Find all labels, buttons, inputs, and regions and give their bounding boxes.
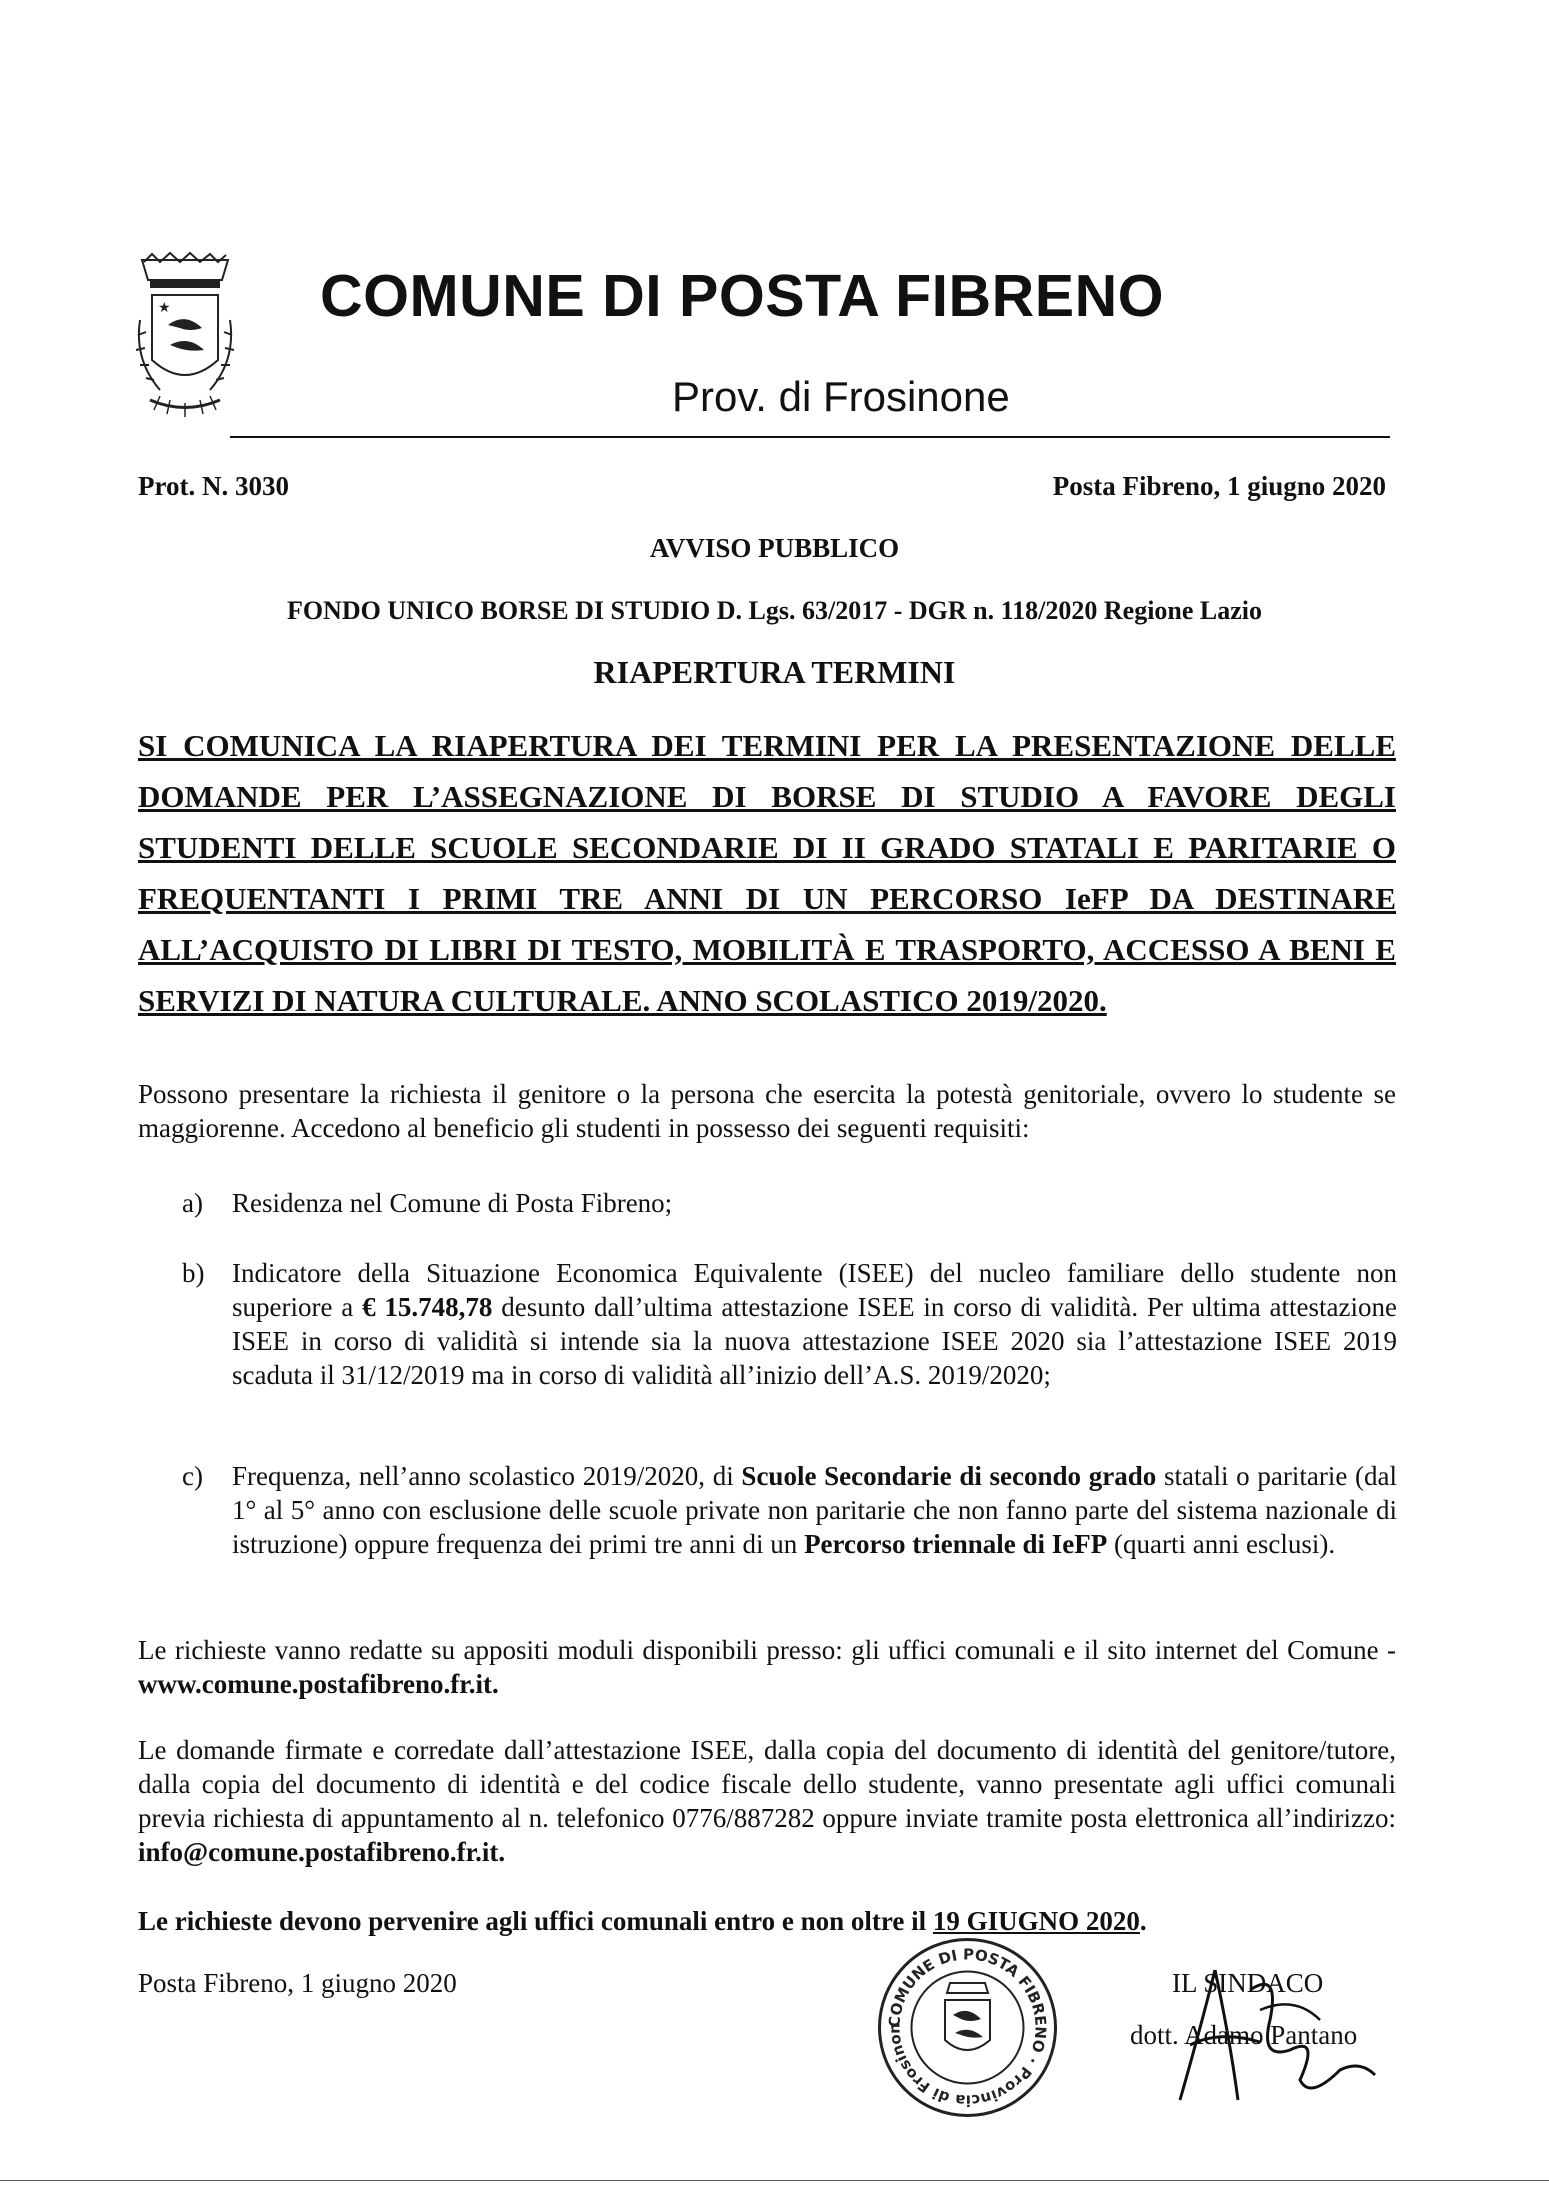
requirement-text-part: Indicatore della Situazione Economica Equivalente (ISEE) del nucleo familiare dello studente non superiore a bbox=[232, 1258, 1397, 1322]
requirement-text-part: desunto dall’ultima attestazione ISEE in corso di validità. Per ultima attestazione ISEE in corso di validità si intende sia la nuova attestazione ISEE 2020 sia l’attestazione ISEE 2019 scaduta il 31/12/2019 ma in corso di validità all’inizio dell’A.S. 2019/2020; bbox=[232, 1292, 1397, 1390]
announcement-text: SI COMUNICA LA RIAPERTURA DEI TERMINI PER LA PRESENTAZIONE DELLE DOMANDE PER L’ASSEGNAZIONE DI BORSE DI STUDIO A FAVORE DEGLI STUDENTI DELLE SCUOLE SECONDARIE DI II GRADO STATALI E PARITARIE O FREQUENTANTI I PRIMI TRE ANNI DI UN PERCORSO IeFP DA DESTINARE ALL’ACQUISTO DI LIBRI DI TESTO, MOBILITÀ E TRASPORTO, ACCESSO A BENI E SERVIZI DI NATURA CULTURALE. ANNO SCOLASTICO 2019/2020. bbox=[138, 728, 1396, 1018]
province-subtitle: Prov. di Frosinone bbox=[672, 373, 1010, 420]
deadline-date: 19 GIUGNO 2020 bbox=[932, 1906, 1140, 1936]
list-marker: c) bbox=[182, 1461, 203, 1491]
document-date: Posta Fibreno, 1 giugno 2020 bbox=[1052, 471, 1386, 501]
deadline-text: Le richieste devono pervenire agli uffici comunali entro e non oltre il bbox=[138, 1906, 933, 1936]
requirement-text bbox=[232, 1459, 1397, 1561]
header-divider bbox=[230, 436, 1390, 438]
iefp-course: Percorso triennale di IeFP bbox=[804, 1529, 1108, 1559]
signer-name: dott. Adamo Pantano bbox=[1130, 2020, 1358, 2050]
svg-text:★: ★ bbox=[158, 300, 171, 316]
deadline-end: . bbox=[1139, 1906, 1147, 1936]
requirement-text-part: (quarti anni esclusi). bbox=[1107, 1529, 1336, 1559]
intro-paragraph: Possono presentare la richiesta il genitore o la persona che esercita la potestà genitoriale, ovvero lo studente se maggiorenne. Accedono al beneficio gli studenti in possesso dei seguenti requisiti: bbox=[138, 1079, 1396, 1143]
deadline-notice bbox=[138, 1906, 1396, 1937]
official-stamp-icon bbox=[875, 1935, 1060, 2120]
submission-text: Le domande firmate e corredate dall’attestazione ISEE, dalla copia del documento di identità del genitore/tutore, dalla copia del documento di identità e del codice fiscale dello studente, vanno presentate agli uffici comunali previa richiesta di appuntamento al n. telefonico 0776/887282 oppure inviate tramite posta elettronica all’indirizzo: bbox=[138, 1735, 1396, 1833]
forms-paragraph bbox=[138, 1633, 1396, 1701]
requirement-c bbox=[182, 1459, 1397, 1561]
protocol-number: Prot. N. 3030 bbox=[138, 471, 289, 501]
mayor-title: IL SINDACO bbox=[1172, 1968, 1324, 1998]
requirement-b bbox=[182, 1256, 1397, 1392]
email-link[interactable]: info@comune.postafibreno.fr.it. bbox=[138, 1837, 506, 1867]
website-link[interactable]: www.comune.postafibreno.fr.it. bbox=[138, 1669, 499, 1699]
fund-title: FONDO UNICO BORSE DI STUDIO D. Lgs. 63/2017 - DGR n. 118/2020 Regione Lazio bbox=[286, 596, 1263, 625]
municipality-title: COMUNE DI POSTA FIBRENO bbox=[320, 263, 1165, 329]
requirement-text bbox=[232, 1256, 1397, 1392]
list-marker: a) bbox=[182, 1188, 203, 1218]
isee-threshold: € 15.748,78 bbox=[362, 1292, 493, 1322]
requirement-text-part: statali o paritarie (dal 1° al 5° anno con esclusione delle scuole private non paritarie che non fanno parte del sistema nazionale di istruzione) oppure frequenza dei primi tre anni di un bbox=[232, 1461, 1397, 1559]
forms-text: Le richieste vanno redatte su appositi moduli disponibili presso: gli uffici comunali e il sito internet del Comune - bbox=[138, 1635, 1396, 1665]
footer-place-date: Posta Fibreno, 1 giugno 2020 bbox=[138, 1968, 457, 1998]
list-marker: b) bbox=[182, 1258, 205, 1288]
main-heading: RIAPERTURA TERMINI bbox=[593, 654, 956, 690]
stamp-text: COMUNE DI POSTA FIBRENO · Provincia di Frosinon bbox=[885, 1945, 1050, 2110]
requirement-text-part: Frequenza, nell’anno scolastico 2019/2020, di bbox=[232, 1461, 742, 1491]
requirement-text: Residenza nel Comune di Posta Fibreno; bbox=[232, 1188, 673, 1218]
coat-of-arms-icon bbox=[130, 250, 240, 420]
handwritten-signature-icon bbox=[1120, 1950, 1390, 2110]
school-type: Scuole Secondarie di secondo grado bbox=[741, 1461, 1157, 1491]
notice-type: AVVISO PUBBLICO bbox=[649, 533, 900, 563]
requirement-a bbox=[182, 1186, 1397, 1220]
page-bottom-edge bbox=[0, 2180, 1549, 2181]
submission-paragraph bbox=[138, 1733, 1396, 1869]
